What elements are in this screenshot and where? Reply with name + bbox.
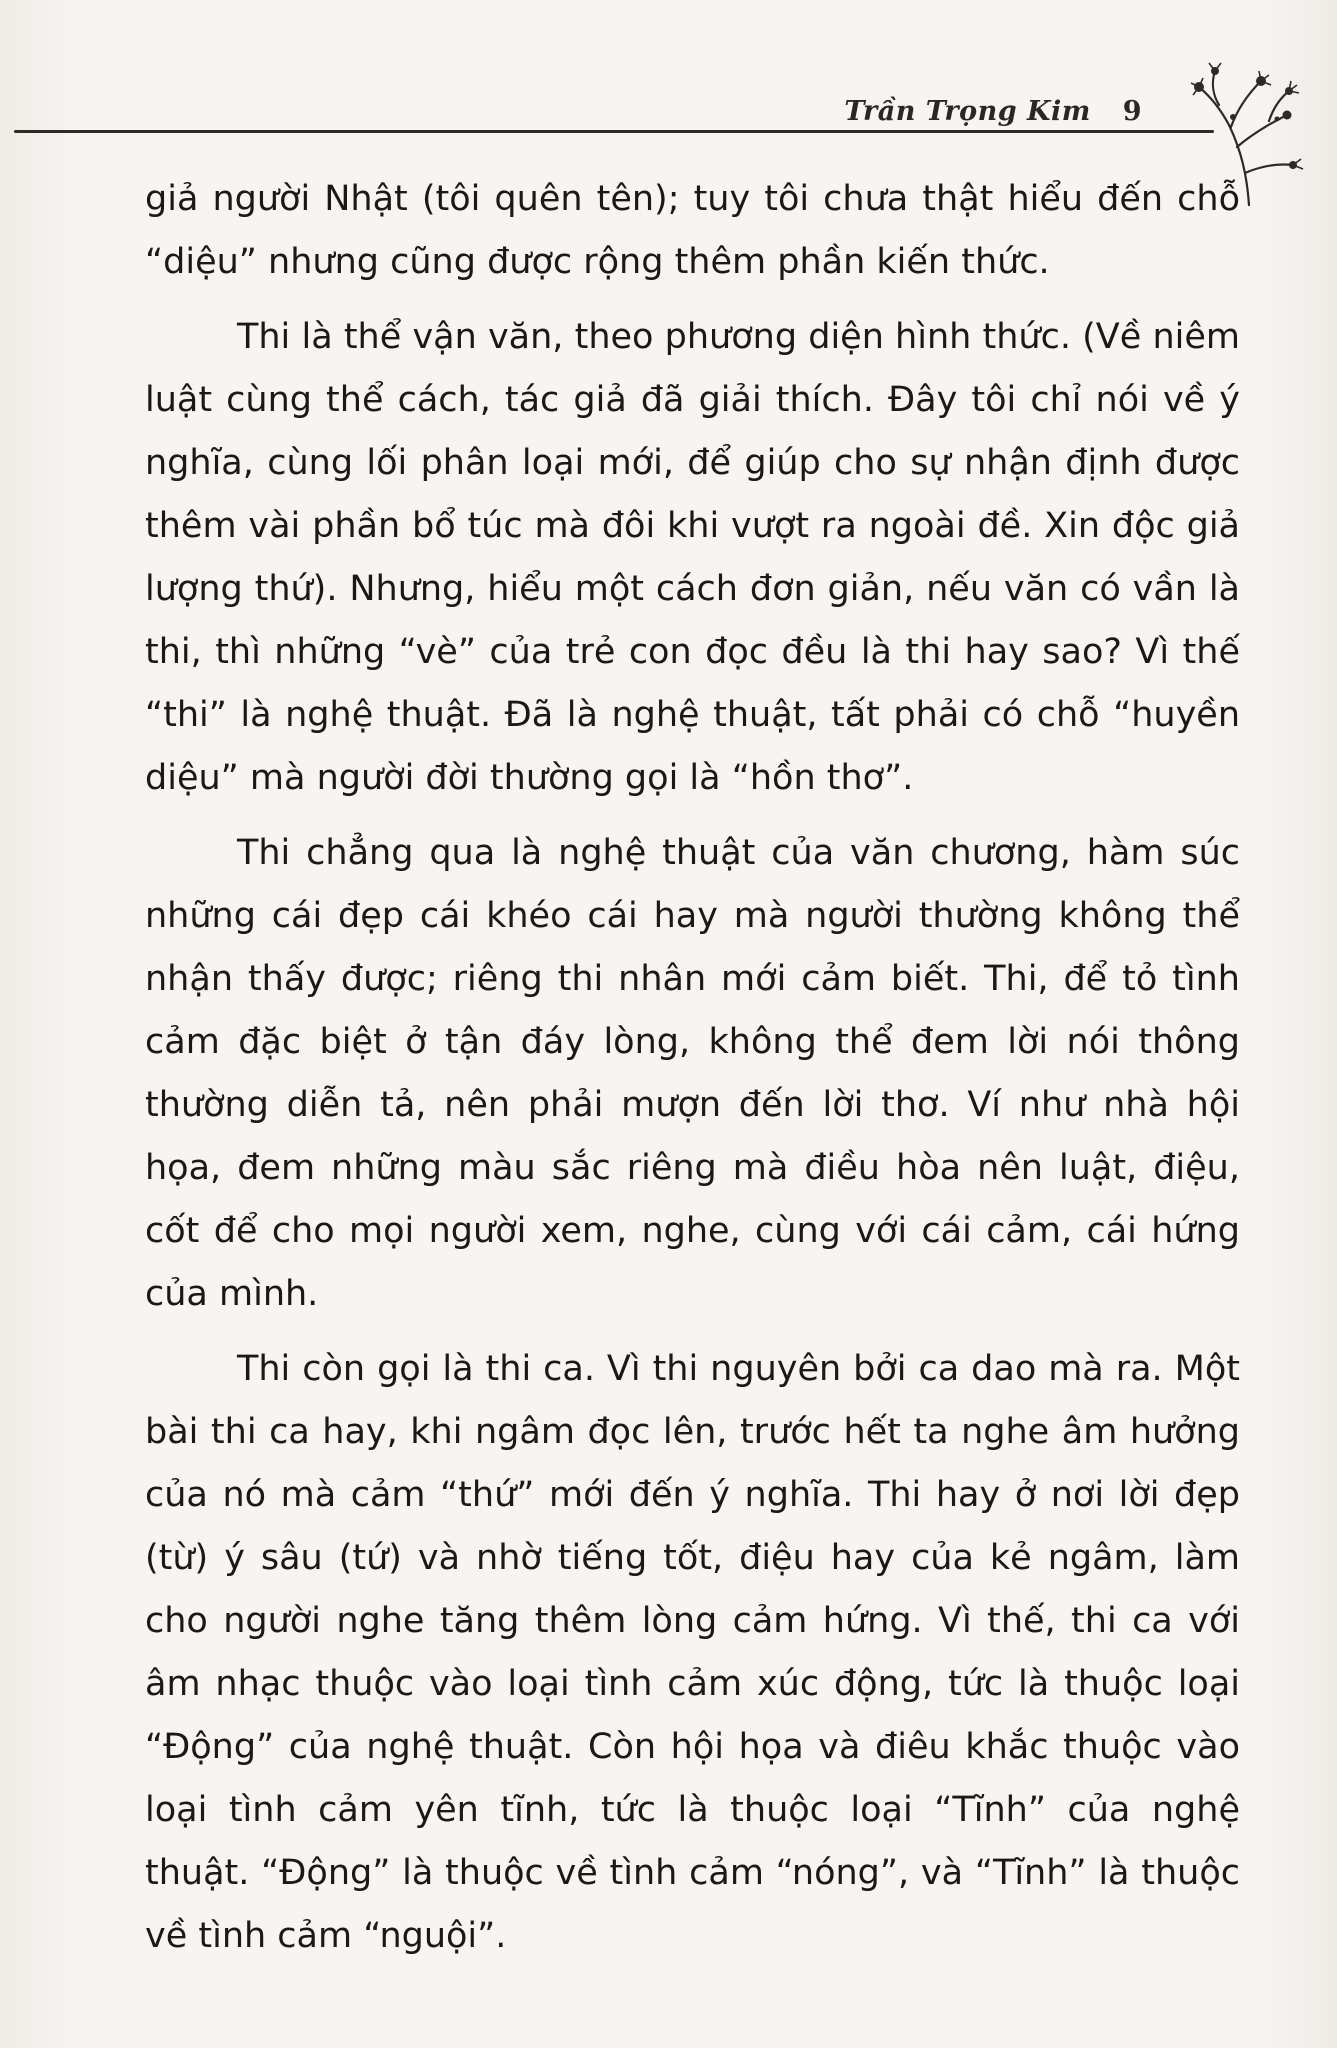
running-header-text xyxy=(844,96,1142,127)
paragraph: Thi chẳng qua là nghệ thuật của văn chương, hàm súc những cái đẹp cái khéo cái hay mà người thường không thể nhận thấy được; riêng thi nhân mới cảm biết. Thi, để tỏ tình cảm đặc biệt ở tận đáy lòng, không thể đem lời nói thông thường diễn tả, nên phải mượn đến lời thơ. Ví như nhà hội họa, đem những màu sắc riêng mà điều hòa nên luật, điệu, cốt để cho mọi người xem, nghe, cùng với cái cảm, cái hứng của mình. xyxy=(145,833,1240,1314)
body-text xyxy=(145,168,1240,1980)
paragraph: giả người Nhật (tôi quên tên); tuy tôi chưa thật hiểu đến chỗ “diệu” nhưng cũng được rộng thêm phần kiến thức. xyxy=(145,179,1240,282)
running-header xyxy=(0,84,1337,144)
running-title: Trần Trọng Kim xyxy=(844,96,1091,127)
paragraph: Thi là thể vận văn, theo phương diện hình thức. (Về niêm luật cùng thể cách, tác giả đã giải thích. Đây tôi chỉ nói về ý nghĩa, cùng lối phân loại mới, để giúp cho sự nhận định được thêm vài phần bổ túc mà đôi khi vượt ra ngoài đề. Xin độc giả lượng thứ). Nhưng, hiểu một cách đơn giản, nếu văn có vần là thi, thì những “vè” của trẻ con đọc đều là thi hay sao? Vì thế “thi” là nghệ thuật. Đã là nghệ thuật, tất phải có chỗ “huyền diệu” mà người đời thường gọi là “hồn thơ”. xyxy=(145,317,1240,798)
paragraph: Thi còn gọi là thi ca. Vì thi nguyên bởi ca dao mà ra. Một bài thi ca hay, khi ngâm đọc lên, trước hết ta nghe âm hưởng của nó mà cảm “thứ” mới đến ý nghĩa. Thi hay ở nơi lời đẹp (từ) ý sâu (tứ) và nhờ tiếng tốt, điệu hay của kẻ ngâm, làm cho người nghe tăng thêm lòng cảm hứng. Vì thế, thi ca với âm nhạc thuộc vào loại tình cảm xúc động, tức là thuộc loại “Động” của nghệ thuật. Còn hội họa và điêu khắc thuộc vào loại tình cảm yên tĩnh, tức là thuộc loại “Tĩnh” của nghệ thuật. “Động” là thuộc về tình cảm “nóng”, và “Tĩnh” là thuộc về tình cảm “nguội”. xyxy=(145,1349,1240,1956)
header-rule xyxy=(14,130,1214,133)
page-number: 9 xyxy=(1122,96,1142,127)
